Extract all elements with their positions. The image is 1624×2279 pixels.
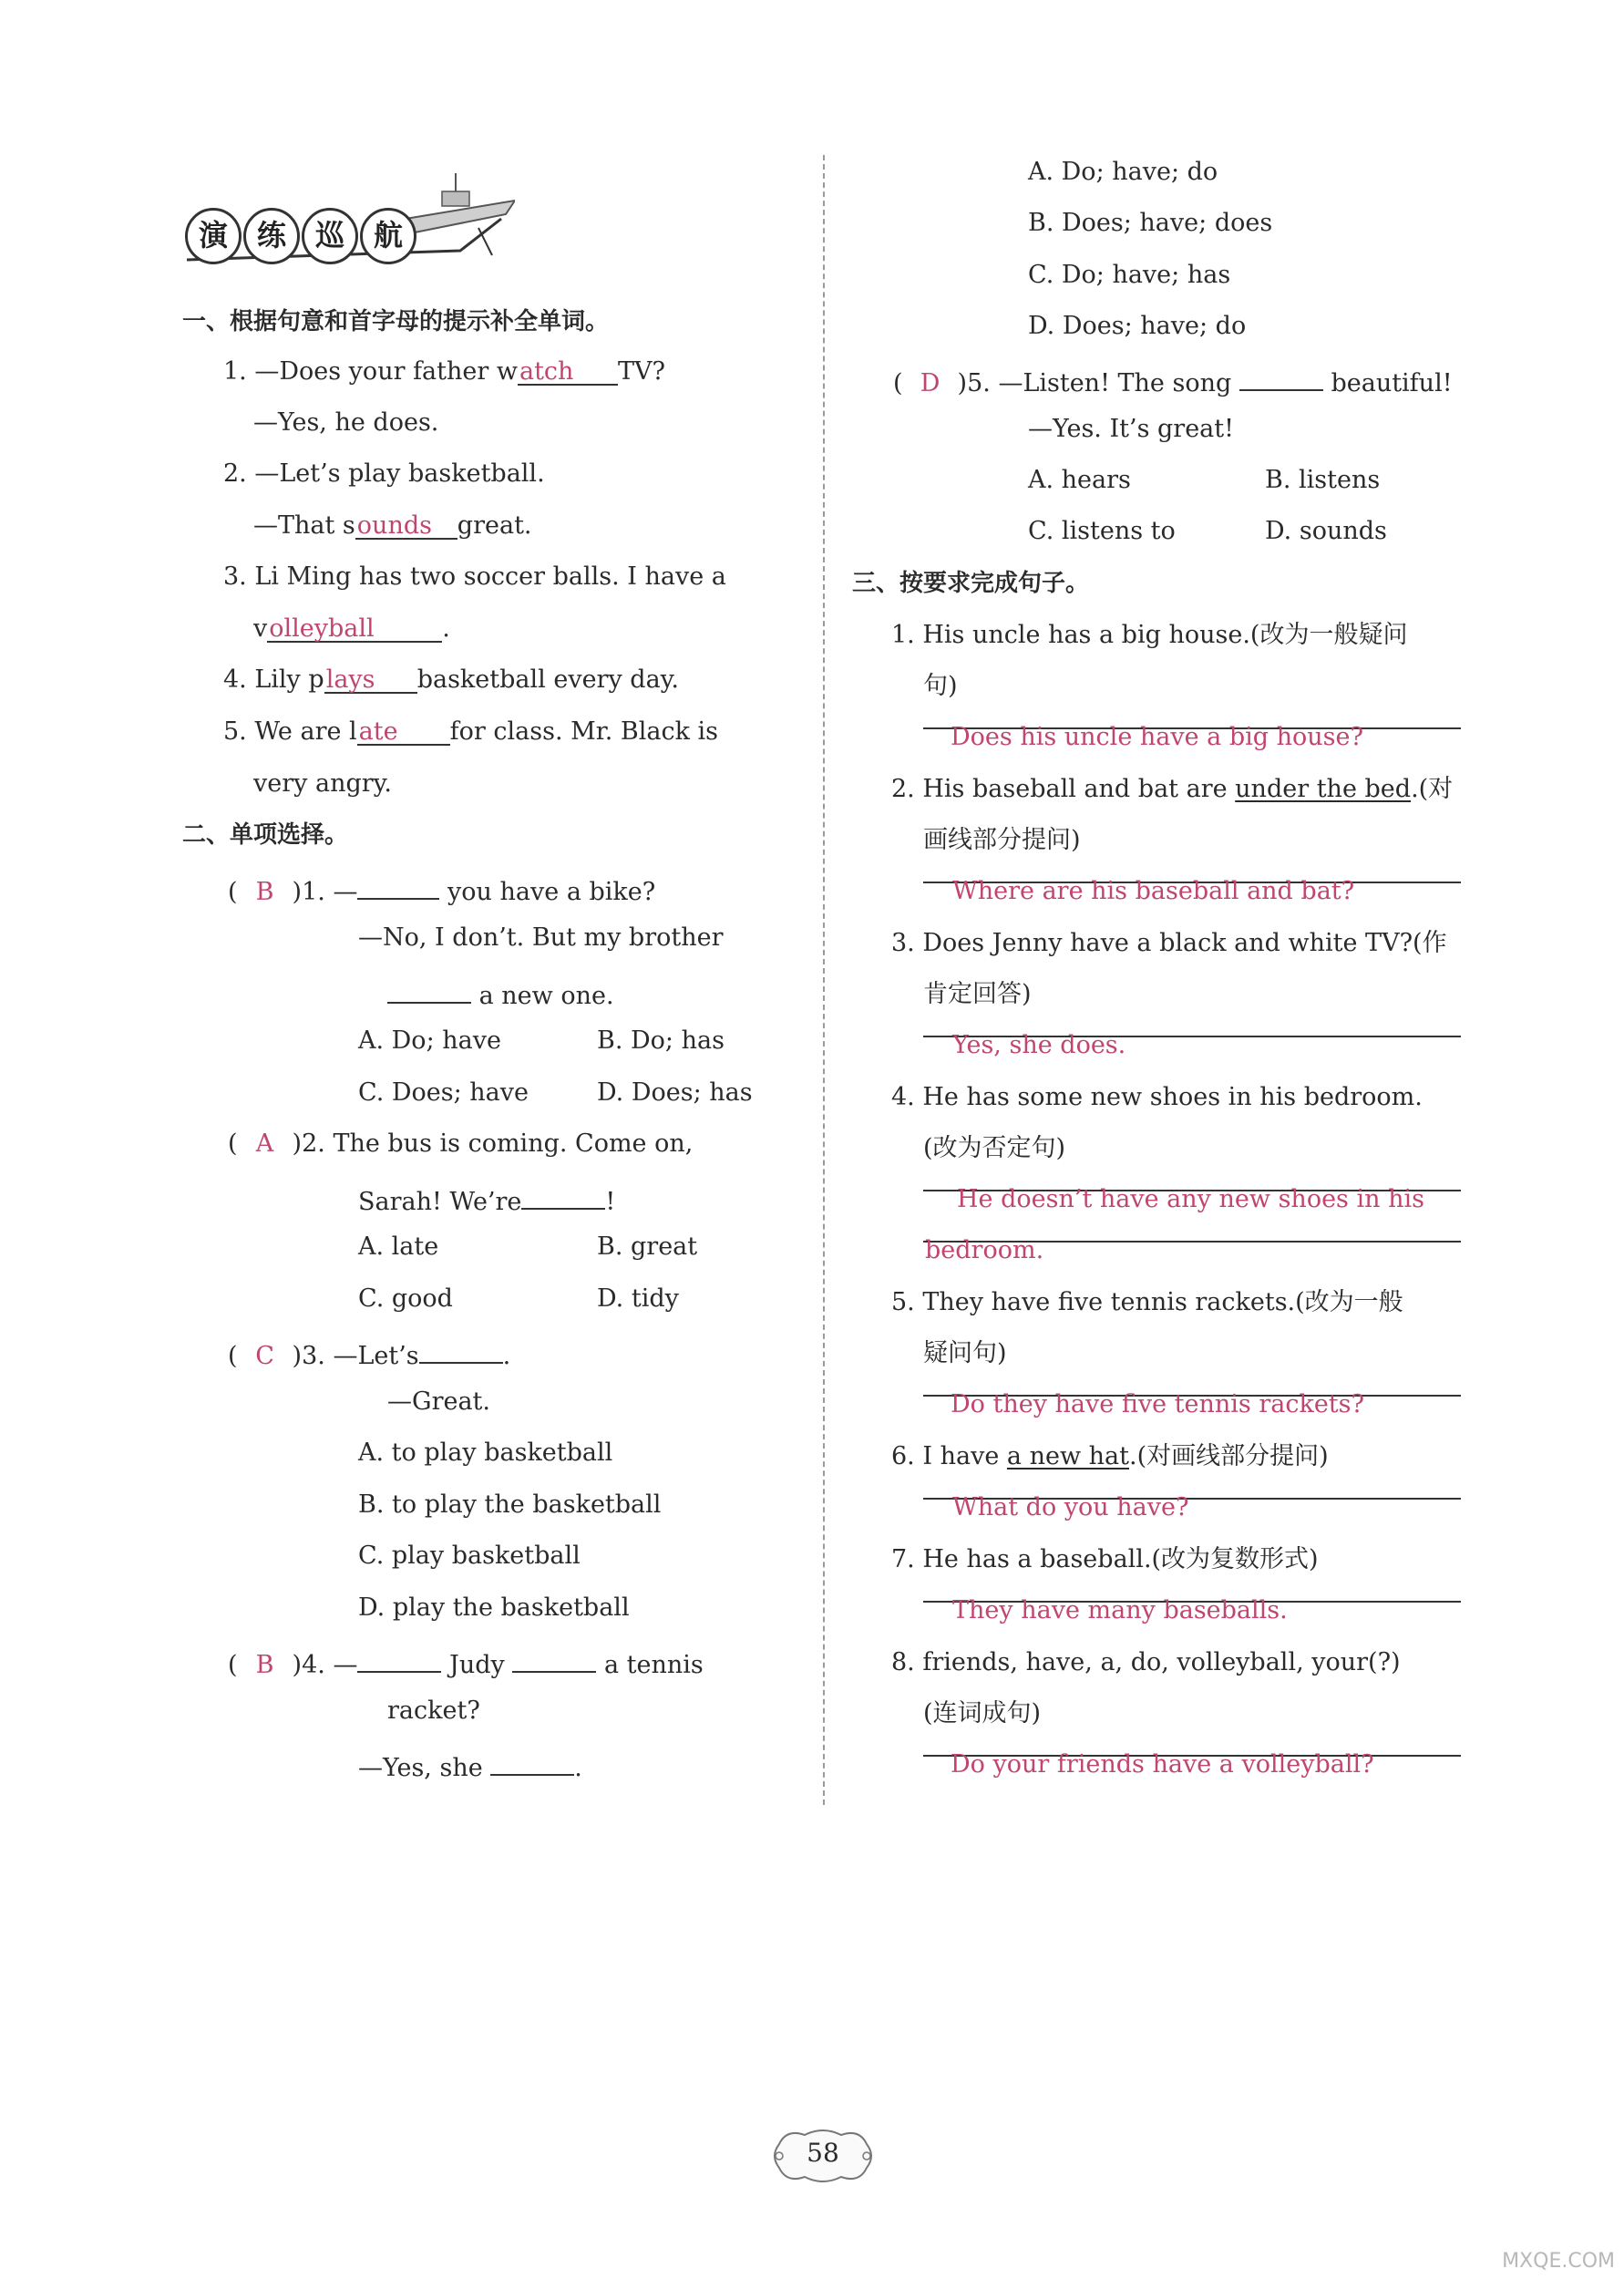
option-c: C. good (358, 1284, 453, 1313)
s3-q1-answer: Does his uncle have a big house? (951, 723, 1363, 751)
option-d: D. Does; have; do (1028, 312, 1247, 340)
option-b: B. great (597, 1232, 698, 1261)
s3-q6-answer: What do you have? (952, 1493, 1189, 1521)
s2-q4: ( B )4. — Judy a tennis (228, 1646, 704, 1677)
answer-text: ate (357, 719, 450, 746)
option-d: D. Does; has (597, 1078, 753, 1107)
option-a: A. Do; have (358, 1026, 501, 1055)
s3-q2: 2. His baseball and bat are under the bed.(对 (891, 775, 1454, 803)
s3-q8: 8. friends, have, a, do, volleyball, your(?) (891, 1648, 1401, 1676)
s1-q2: 2. —Let’s play basketball. (223, 459, 545, 488)
option-d: D. tidy (597, 1284, 679, 1313)
blank (490, 1749, 574, 1776)
option-a: A. late (358, 1232, 439, 1261)
s3-q4: 4. He has some new shoes in his bedroom. (891, 1083, 1423, 1111)
title-char: 练 (243, 208, 300, 264)
s1-q1-reply: —Yes, he does. (253, 408, 439, 437)
s2-q5-line2: —Yes. It’s great! (1028, 415, 1234, 443)
section1-heading: 一、根据句意和首字母的提示补全单词。 (182, 308, 610, 335)
s2-q4-line2: racket? (387, 1696, 480, 1725)
s1-q4: 4. Lily plays basketball every day. (223, 665, 679, 694)
option-b: B. Does; have; does (1028, 209, 1273, 237)
answer-text: lays (324, 667, 417, 694)
s2-q1-line3: a new one. (387, 977, 614, 1008)
blank (419, 1337, 503, 1364)
option-a: A. hears (1028, 466, 1131, 494)
choice-answer: C (255, 1342, 274, 1370)
title-char: 航 (360, 208, 416, 264)
s3-q7-answer: They have many baseballs. (952, 1596, 1288, 1624)
s3-q8-answer: Do your friends have a volleyball? (951, 1750, 1374, 1779)
page-number-badge (768, 2124, 878, 2188)
option-b: B. Do; has (597, 1026, 725, 1055)
blank (357, 873, 439, 900)
s1-q5: 5. We are late for class. Mr. Black is (223, 717, 719, 746)
s3-q2-line2: 画线部分提问) (923, 826, 1081, 854)
s3-q1-line2: 句) (923, 672, 958, 700)
blank (387, 977, 471, 1004)
s3-q5: 5. They have five tennis rackets.(改为一般 (891, 1288, 1403, 1316)
s3-q3-answer: Yes, she does. (952, 1031, 1126, 1059)
option-c: C. Does; have (358, 1078, 529, 1107)
s3-q4-answer-cont: bedroom. (925, 1236, 1044, 1264)
section2-heading: 二、单项选择。 (182, 821, 349, 849)
choice-answer: A (255, 1129, 274, 1158)
s2-q1: ( B )1. — you have a bike? (228, 873, 655, 904)
s3-q1: 1. His uncle has a big house.(改为一般疑问 (891, 621, 1408, 649)
s3-q8-line2: (连词成句) (923, 1699, 1042, 1727)
s3-q3: 3. Does Jenny have a black and white TV?(作 (891, 929, 1447, 957)
blank (521, 1183, 605, 1210)
s3-q3-line2: 肯定回答) (923, 980, 1032, 1008)
s3-q2-answer: Where are his baseball and bat? (952, 877, 1355, 905)
blank (1239, 365, 1323, 391)
option-c: C. play basketball (358, 1542, 581, 1570)
s1-q2-line2: —That sounds great. (253, 511, 532, 540)
option-c: C. Do; have; has (1028, 261, 1231, 289)
s2-q3-line2: —Great. (387, 1387, 490, 1416)
option-d: D. play the basketball (358, 1593, 630, 1622)
watermark: MXQE.COM (1502, 2250, 1615, 2273)
s2-q1-line2: —No, I don’t. But my brother (358, 923, 724, 952)
column-divider (823, 155, 825, 1805)
option-d: D. sounds (1265, 517, 1387, 545)
answer-text: olleyball (267, 616, 442, 643)
s1-q3-line2: volleyball . (253, 614, 450, 643)
blank (512, 1646, 596, 1673)
s1-q1: 1. —Does your father watch TV? (223, 357, 665, 386)
answer-text: ounds (355, 513, 457, 540)
s3-q4-answer: He doesn’t have any new shoes in his (957, 1185, 1424, 1213)
choice-answer: D (920, 369, 940, 397)
s2-q5: ( D )5. —Listen! The song beautiful! (893, 365, 1453, 396)
option-b: B. listens (1265, 466, 1381, 494)
s2-q2-line2: Sarah! We’re ! (358, 1183, 615, 1214)
s2-q4-line3: —Yes, she . (358, 1749, 582, 1780)
title-char: 演 (185, 208, 242, 264)
blank (357, 1646, 441, 1673)
section-title-badge (178, 164, 515, 273)
s3-q5-answer: Do they have five tennis rackets? (951, 1390, 1364, 1418)
s1-q3: 3. Li Ming has two soccer balls. I have a (223, 562, 726, 591)
s2-q3: ( C )3. —Let’s . (228, 1337, 510, 1368)
choice-answer: B (255, 1651, 274, 1679)
title-char: 巡 (302, 208, 358, 264)
option-b: B. to play the basketball (358, 1490, 662, 1519)
option-a: A. to play basketball (358, 1439, 613, 1467)
s3-q5-line2: 疑问句) (923, 1339, 1007, 1367)
s1-q5-line2: very angry. (253, 769, 392, 798)
s3-q6: 6. I have a new hat.(对画线部分提问) (891, 1442, 1329, 1470)
s3-q4-line2: (改为否定句) (923, 1134, 1066, 1162)
choice-answer: B (255, 878, 274, 906)
section3-heading: 三、按要求完成句子。 (852, 570, 1090, 597)
page-number: 58 (807, 2138, 839, 2168)
s3-q7: 7. He has a baseball.(改为复数形式) (891, 1545, 1319, 1573)
s2-q2: ( A )2. The bus is coming. Come on, (228, 1129, 694, 1158)
option-c: C. listens to (1028, 517, 1176, 545)
option-a: A. Do; have; do (1028, 158, 1218, 186)
answer-text: atch (518, 359, 618, 386)
